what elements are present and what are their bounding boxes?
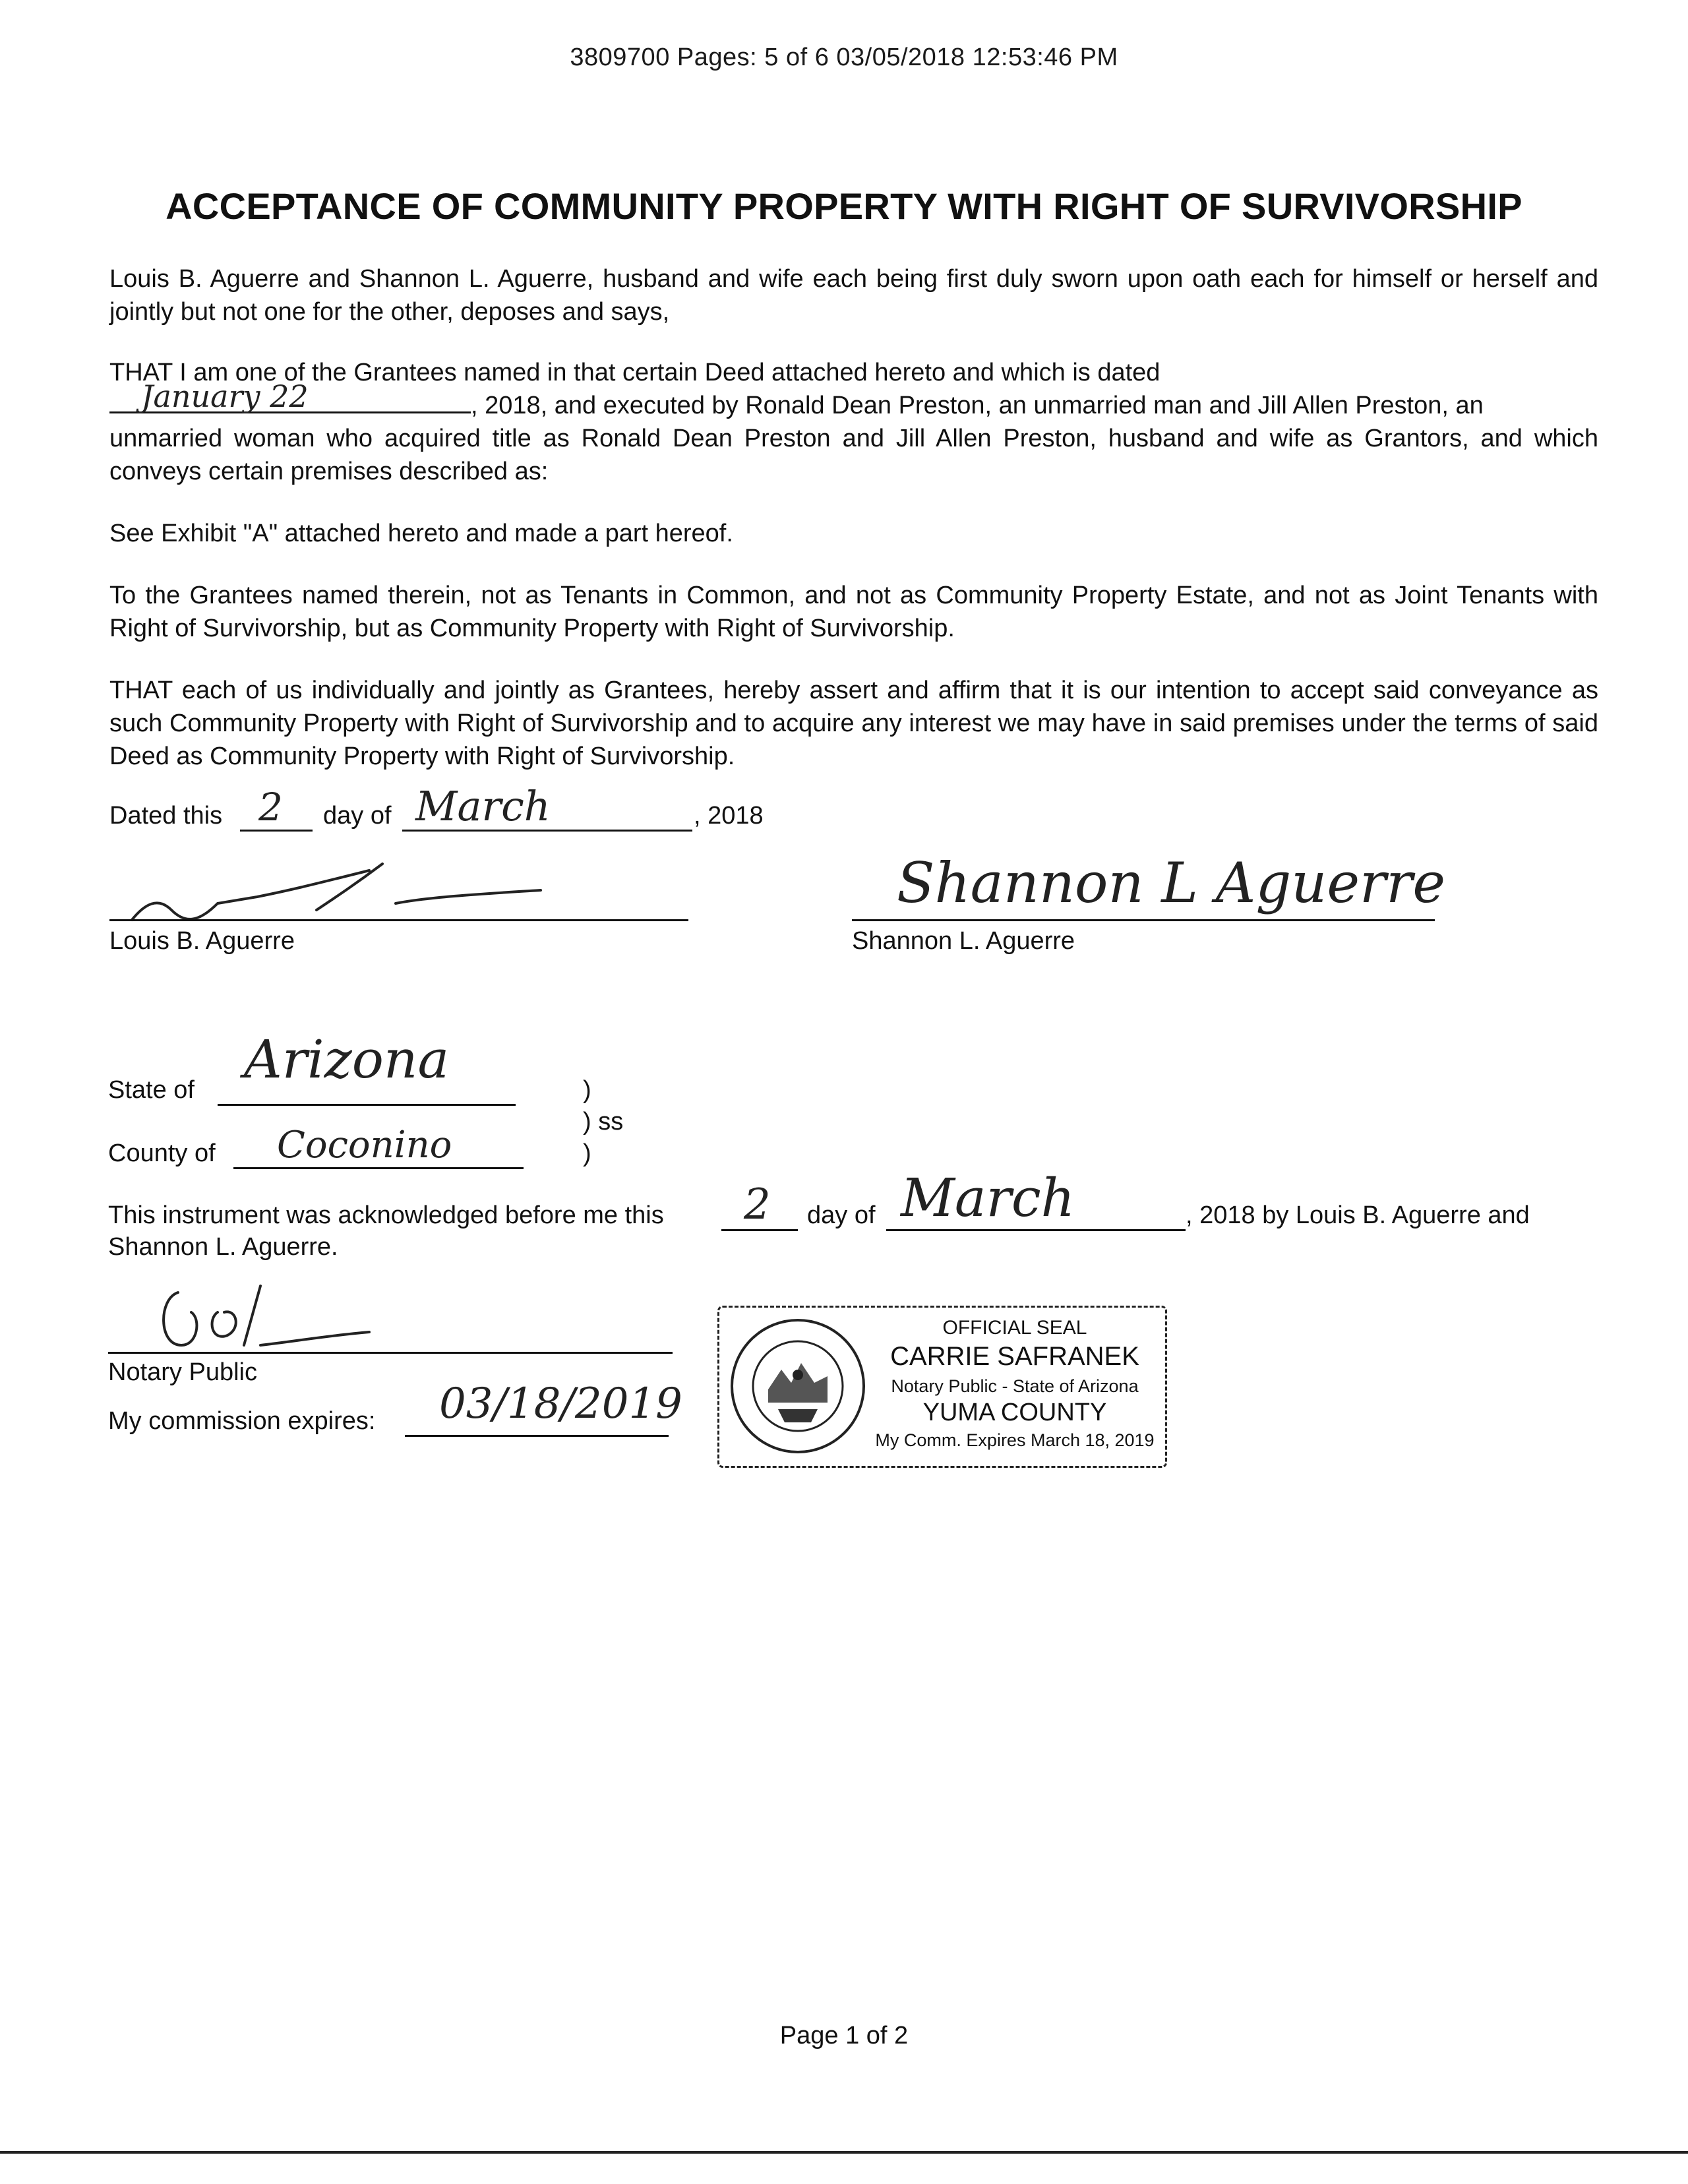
ack-day-line bbox=[721, 1229, 798, 1231]
louis-name: Louis B. Aguerre bbox=[109, 927, 295, 955]
venue-paren-ss: ) ss bbox=[583, 1108, 624, 1136]
louis-signature-mark bbox=[119, 857, 567, 936]
intention-paragraph: THAT each of us individually and jointly as Grantees, hereby assert and affirm that it is our intention to accept said conveyance as such Community Property with Right of Survivorship and to acquire any interest we may have in said premises under the terms of said Deed as Community Property with Right of Survivorship. bbox=[109, 677, 1598, 770]
shannon-signature-line bbox=[852, 919, 1435, 921]
venue-paren-1: ) bbox=[583, 1076, 591, 1104]
deed-line-1: THAT I am one of the Grantees named in that certain Deed attached hereto and which is dated bbox=[109, 359, 1160, 386]
ack-middle: day of bbox=[807, 1201, 876, 1229]
ack-suffix: , 2018 by Louis B. Aguerre and bbox=[1186, 1201, 1530, 1229]
ack-month-line bbox=[886, 1229, 1186, 1231]
seal-line-name: CARRIE SAFRANEK bbox=[890, 1342, 1139, 1371]
notary-signature-mark bbox=[145, 1273, 382, 1365]
seal-line-expires: My Comm. Expires March 18, 2019 bbox=[875, 1430, 1155, 1450]
venue-paren-3: ) bbox=[583, 1139, 591, 1167]
notary-signature-line bbox=[108, 1352, 673, 1354]
page-number: Page 1 of 2 bbox=[779, 2022, 909, 2049]
dated-suffix: , 2018 bbox=[694, 802, 764, 830]
dated-day-handwritten: 2 bbox=[258, 785, 283, 830]
dated-month-handwritten: March bbox=[415, 782, 551, 830]
state-label: State of bbox=[108, 1076, 195, 1104]
commission-handwritten: 03/18/2019 bbox=[439, 1380, 682, 1428]
seal-line-county: YUMA COUNTY bbox=[922, 1399, 1107, 1426]
dated-day-line bbox=[240, 830, 313, 832]
affiant-paragraph: Louis B. Aguerre and Shannon L. Aguerre, husband and wife each being first duly sworn upon oath each for himself or herself and jointly but not one for the other, deposes and says, bbox=[109, 265, 1598, 326]
deed-line-rest: unmarried woman who acquired title as Ronald Dean Preston and Jill Allen Preston, husband and wife as Grantors, and which conveys certain premises described as: bbox=[109, 425, 1598, 485]
ack-month-handwritten: March bbox=[901, 1167, 1075, 1228]
deed-line-2: , 2018, and executed by Ronald Dean Preston, an unmarried man and Jill Allen Preston, an bbox=[471, 392, 1484, 419]
commission-line bbox=[405, 1435, 669, 1437]
seal-line-official: OFFICIAL SEAL bbox=[942, 1317, 1087, 1339]
footer-rule bbox=[0, 2151, 1688, 2154]
seal-line-title: Notary Public - State of Arizona bbox=[891, 1376, 1139, 1396]
county-label: County of bbox=[108, 1139, 216, 1167]
document-title: ACCEPTANCE OF COMMUNITY PROPERTY WITH RIGHT OF SURVIVORSHIP bbox=[166, 185, 1522, 227]
ack-day-handwritten: 2 bbox=[744, 1180, 771, 1229]
dated-middle: day of bbox=[323, 802, 392, 830]
state-handwritten: Arizona bbox=[244, 1029, 450, 1090]
louis-signature-line bbox=[109, 919, 688, 921]
notary-seal bbox=[717, 1306, 1167, 1468]
shannon-signature-handwritten: Shannon L Aguerre bbox=[897, 851, 1446, 915]
deed-date-handwritten: January 22 bbox=[141, 379, 309, 414]
ack-line-2: Shannon L. Aguerre. bbox=[108, 1233, 338, 1261]
tenancy-paragraph: To the Grantees named therein, not as Tenants in Common, and not as Community Property Estate, and not as Joint Tenants with Right of Survivorship, but as Community Property with Right of Survivorship. bbox=[109, 582, 1598, 642]
ack-prefix: This instrument was acknowledged before me this bbox=[108, 1201, 664, 1229]
exhibit-paragraph: See Exhibit "A" attached hereto and made a part hereof. bbox=[109, 520, 733, 547]
arizona-great-seal-icon bbox=[729, 1317, 867, 1455]
county-line bbox=[233, 1167, 524, 1169]
dated-prefix: Dated this bbox=[109, 802, 223, 830]
shannon-name: Shannon L. Aguerre bbox=[852, 927, 1075, 955]
commission-label: My commission expires: bbox=[108, 1407, 376, 1435]
recording-header: 3809700 Pages: 5 of 6 03/05/2018 12:53:46 PM bbox=[570, 44, 1118, 71]
county-handwritten: Coconino bbox=[277, 1124, 452, 1167]
state-line bbox=[218, 1104, 516, 1106]
notary-label: Notary Public bbox=[108, 1358, 257, 1386]
